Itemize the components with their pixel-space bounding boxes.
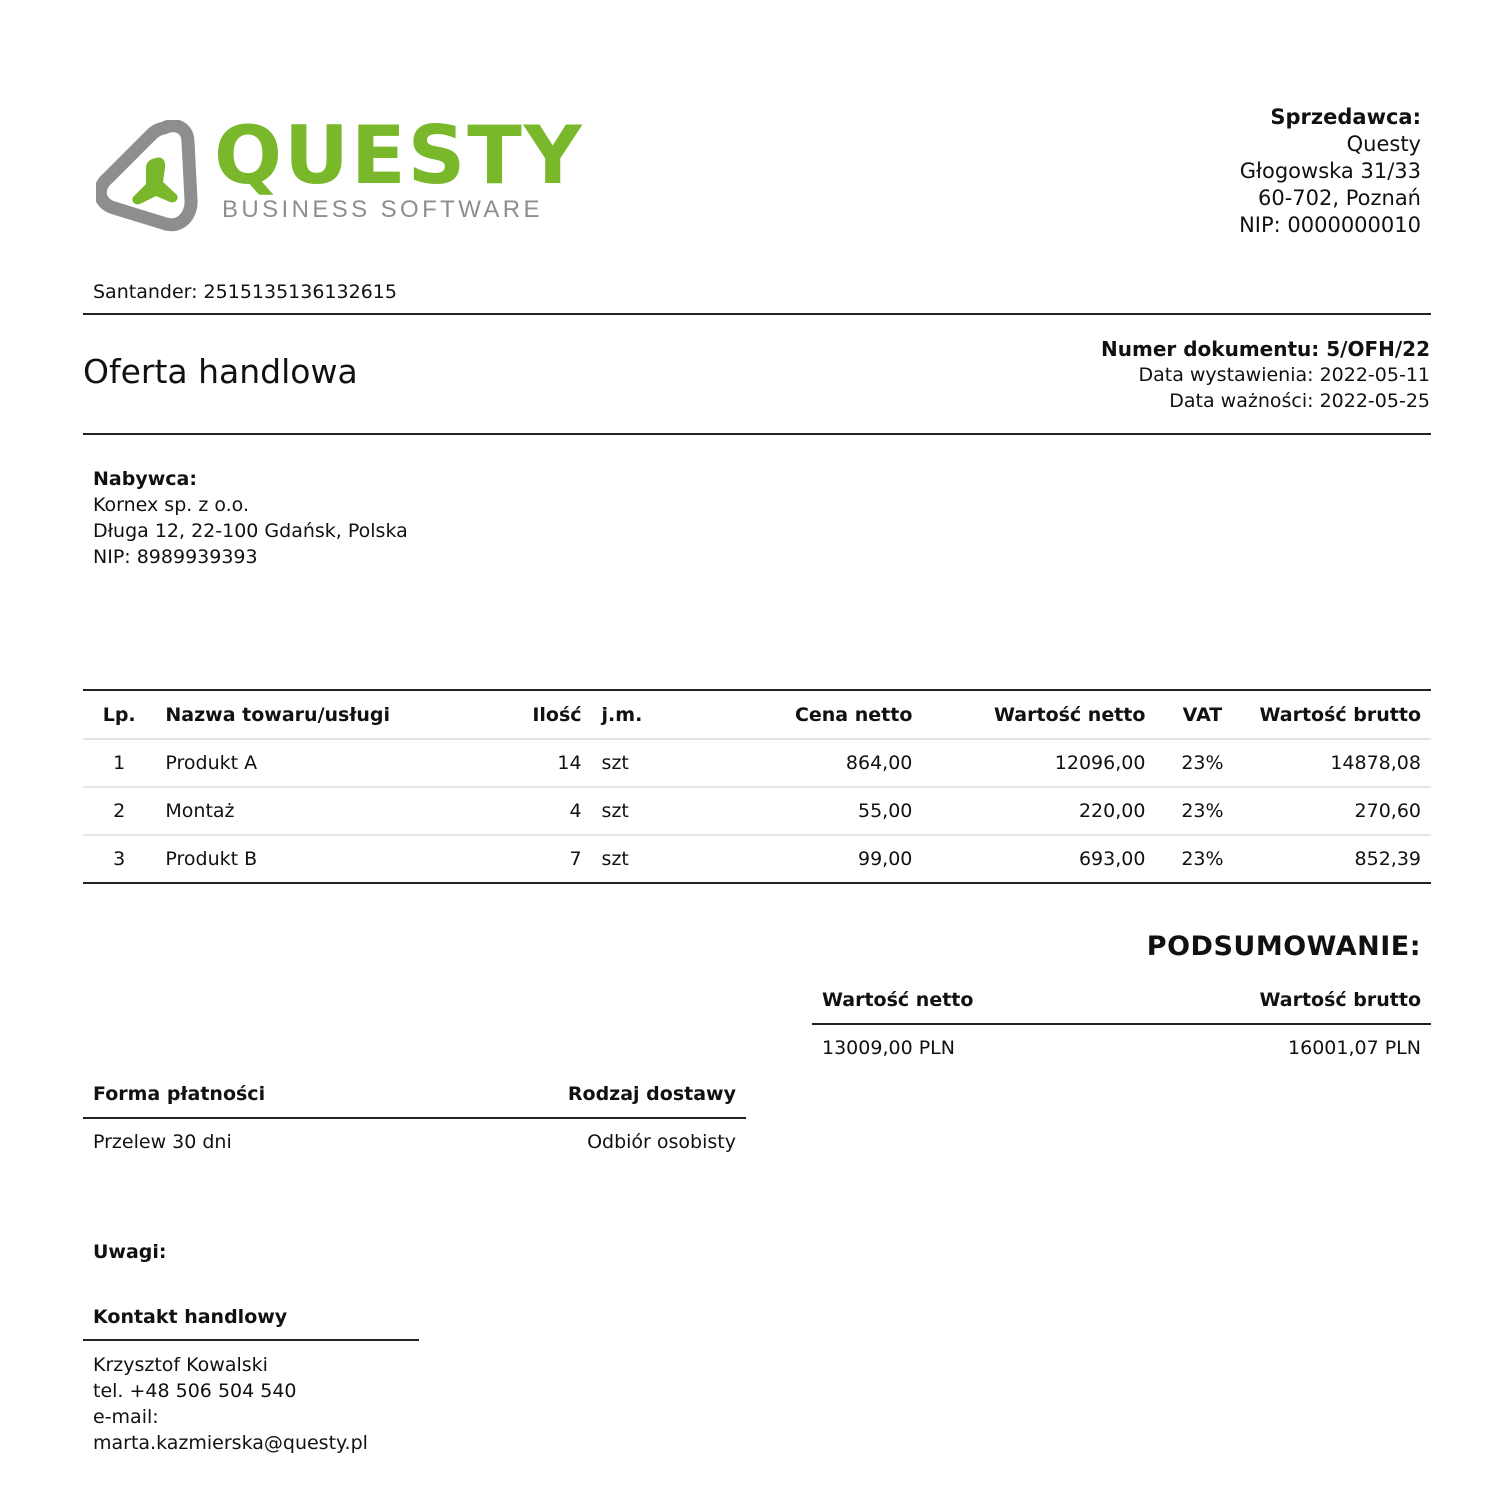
summary-values-row <box>812 1024 1431 1071</box>
summary-net-value: 13009,00 PLN <box>822 1037 955 1059</box>
cell-vat: 23% <box>1155 835 1249 883</box>
cell-net-value: 12096,00 <box>922 739 1155 787</box>
cell-unit: szt <box>592 739 681 787</box>
contact-name: Krzysztof Kowalski <box>93 1354 268 1376</box>
cell-vat: 23% <box>1155 739 1249 787</box>
cell-net-price: 99,00 <box>681 835 923 883</box>
cell-qty: 14 <box>492 739 591 787</box>
notes-label: Uwagi: <box>93 1241 167 1263</box>
cell-vat: 23% <box>1155 787 1249 835</box>
cell-qty: 7 <box>492 835 591 883</box>
divider <box>83 433 1431 435</box>
cell-unit: szt <box>592 787 681 835</box>
triangle-logo-icon <box>96 120 206 235</box>
summary-header-row <box>812 977 1431 1024</box>
cell-name: Produkt B <box>155 835 492 883</box>
document-meta <box>1101 336 1430 414</box>
seller-city: 60-702, Poznań <box>1257 186 1421 210</box>
payment-values-row <box>83 1118 746 1165</box>
col-qty: Ilość <box>492 690 591 739</box>
divider <box>83 1339 419 1341</box>
cell-gross-value: 852,39 <box>1249 835 1431 883</box>
summary-title: PODSUMOWANIE: <box>1146 931 1421 962</box>
document-number: Numer dokumentu: 5/OFH/22 <box>1101 337 1430 361</box>
issue-date: Data wystawienia: 2022-05-11 <box>1138 364 1430 386</box>
payment-table <box>83 1071 746 1165</box>
cell-gross-value: 14878,08 <box>1249 739 1431 787</box>
buyer-address: Długa 12, 22-100 Gdańsk, Polska <box>93 520 408 542</box>
summary-table <box>812 977 1431 1071</box>
seller-block <box>1239 104 1421 239</box>
bank-account: Santander: 2515135136132615 <box>93 281 397 303</box>
table-header-row <box>83 690 1431 739</box>
col-net-price: Cena netto <box>681 690 923 739</box>
payment-method: Przelew 30 dni <box>93 1131 232 1153</box>
logo-wordmark: QUESTY <box>214 109 584 202</box>
table-row <box>83 787 1431 835</box>
buyer-nip: NIP: 8989939393 <box>93 546 258 568</box>
cell-net-value: 693,00 <box>922 835 1155 883</box>
cell-lp: 2 <box>83 787 155 835</box>
cell-lp: 3 <box>83 835 155 883</box>
col-unit: j.m. <box>592 690 681 739</box>
payment-method-label: Forma płatności <box>83 1071 418 1118</box>
summary-gross-value: 16001,07 PLN <box>1288 1037 1421 1059</box>
logo-tagline: BUSINESS SOFTWARE <box>222 196 543 223</box>
col-net-value: Wartość netto <box>922 690 1155 739</box>
cell-net-price: 864,00 <box>681 739 923 787</box>
cell-name: Montaż <box>155 787 492 835</box>
contact-email-label: e-mail: <box>93 1406 159 1428</box>
col-name: Nazwa towaru/usługi <box>155 690 492 739</box>
cell-unit: szt <box>592 835 681 883</box>
cell-qty: 4 <box>492 787 591 835</box>
company-logo <box>96 109 676 235</box>
buyer-block <box>93 466 408 570</box>
seller-nip: NIP: 0000000010 <box>1239 213 1421 237</box>
contact-block <box>93 1352 368 1456</box>
seller-name: Questy <box>1346 132 1421 156</box>
table-row <box>83 739 1431 787</box>
contact-phone: tel. +48 506 504 540 <box>93 1380 297 1402</box>
valid-date: Data ważności: 2022-05-25 <box>1169 390 1430 412</box>
col-vat: VAT <box>1155 690 1249 739</box>
col-lp: Lp. <box>83 690 155 739</box>
document-title: Oferta handlowa <box>83 352 358 391</box>
cell-gross-value: 270,60 <box>1249 787 1431 835</box>
buyer-label: Nabywca: <box>93 468 197 490</box>
seller-label: Sprzedawca: <box>1270 105 1421 129</box>
cell-lp: 1 <box>83 739 155 787</box>
summary-gross-label: Wartość brutto <box>1113 977 1431 1024</box>
buyer-name: Kornex sp. z o.o. <box>93 494 250 516</box>
seller-street: Głogowska 31/33 <box>1239 159 1421 183</box>
contact-heading: Kontakt handlowy <box>93 1306 288 1328</box>
contact-email: marta.kazmierska@questy.pl <box>93 1432 368 1454</box>
payment-header-row <box>83 1071 746 1118</box>
divider <box>83 313 1431 315</box>
table-row <box>83 835 1431 883</box>
cell-name: Produkt A <box>155 739 492 787</box>
cell-net-value: 220,00 <box>922 787 1155 835</box>
delivery-type-label: Rodzaj dostawy <box>418 1071 746 1118</box>
summary-net-label: Wartość netto <box>812 977 1113 1024</box>
delivery-type: Odbiór osobisty <box>587 1131 736 1153</box>
items-table <box>83 689 1431 884</box>
cell-net-price: 55,00 <box>681 787 923 835</box>
col-gross-value: Wartość brutto <box>1249 690 1431 739</box>
